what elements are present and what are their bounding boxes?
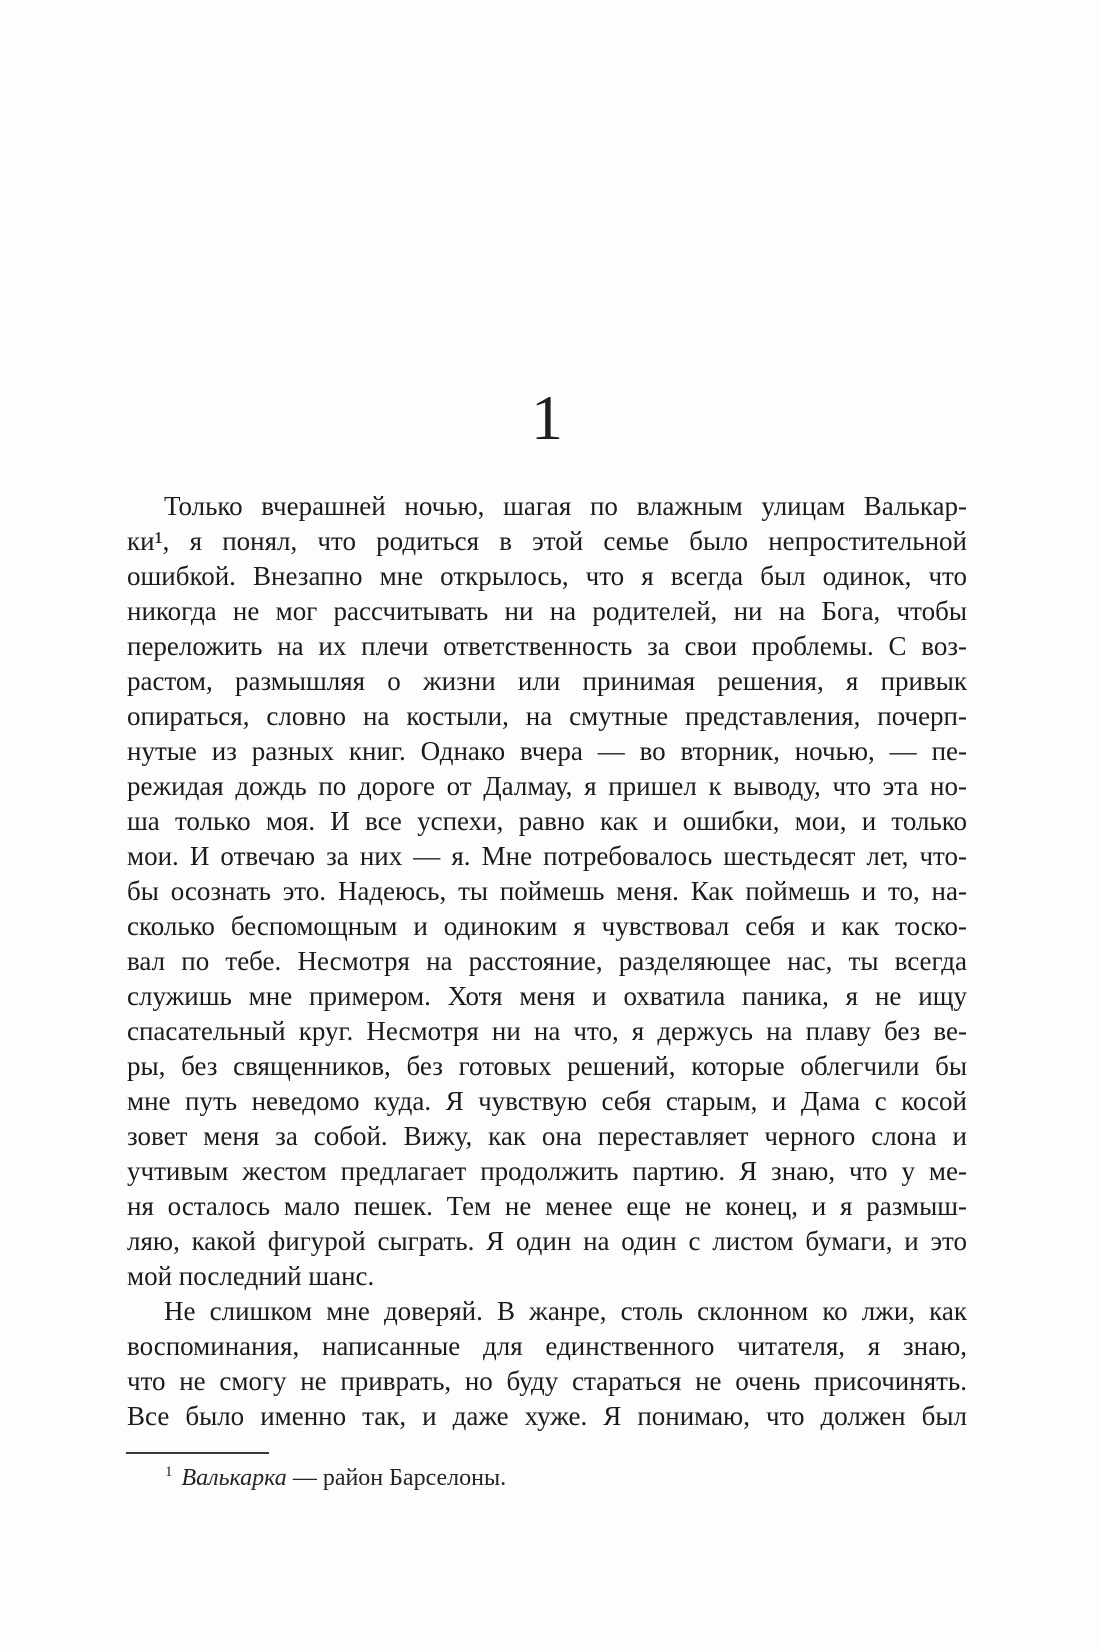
- text-line: зовет меня за собой. Вижу, как она переставляет черного слона и: [127, 1121, 967, 1151]
- text-line: растом, размышляя о жизни или принимая решения, я привык: [127, 666, 967, 696]
- footnote-divider: [126, 1452, 269, 1454]
- text-line: что не смогу не приврать, но буду стараться не очень присочинять.: [127, 1366, 967, 1396]
- text-line: Все было именно так, и даже хуже. Я понимаю, что должен был: [127, 1401, 967, 1431]
- text-line: Не слишком мне доверяй. В жанре, столь склонном ко лжи, как: [164, 1296, 967, 1326]
- text-line: мой последний шанс.: [127, 1261, 375, 1291]
- chapter-number: 1: [531, 382, 563, 453]
- text-line: ша только моя. И все успехи, равно как и ошибки, мои, и только: [127, 806, 967, 836]
- text-line: вал по тебе. Несмотря на расстояние, разделяющее нас, ты всегда: [127, 946, 967, 976]
- text-line: режидая дождь по дороге от Далмау, я пришел к выводу, что эта но-: [127, 771, 967, 801]
- footnote-text: — район Барселоны.: [286, 1465, 507, 1491]
- text-line: учтивым жестом предлагает продолжить партию. Я знаю, что у ме-: [127, 1156, 967, 1186]
- text-line: бы осознать это. Надеюсь, ты поймешь меня. Как поймешь и то, на-: [127, 876, 967, 906]
- text-line: мне путь неведомо куда. Я чувствую себя старым, и Дама с косой: [127, 1086, 967, 1116]
- text-line: воспоминания, написанные для единственного читателя, я знаю,: [127, 1331, 967, 1361]
- text-line: нутые из разных книг. Однако вчера — во вторник, ночью, — пе-: [127, 736, 967, 766]
- text-line: спасательный круг. Несмотря ни на что, я держусь на плаву без ве-: [127, 1016, 967, 1046]
- text-line: Только вчерашней ночью, шагая по влажным улицам Валькар-: [164, 491, 967, 521]
- text-line: ня осталось мало пешек. Тем не менее еще не конец, и я размыш-: [127, 1191, 967, 1221]
- text-line: ляю, какой фигурой сыграть. Я один на один с листом бумаги, и это: [127, 1226, 967, 1256]
- text-line: служишь мне примером. Хотя меня и охватила паника, я не ищу: [127, 981, 967, 1011]
- text-line: мои. И отвечаю за них — я. Мне потребовалось шестьдесят лет, что-: [127, 841, 967, 871]
- text-line: опираться, словно на костыли, на смутные представления, почерп-: [127, 701, 967, 731]
- footnote-marker: 1: [165, 1464, 173, 1480]
- footnote-term: Валькарка: [181, 1465, 287, 1491]
- text-line: ры, без священников, без готовых решений, которые облегчили бы: [127, 1051, 967, 1081]
- text-line: никогда не мог рассчитывать ни на родителей, ни на Бога, чтобы: [127, 596, 967, 626]
- text-block: [127, 489, 967, 1434]
- text-line: сколько беспомощным и одиноким я чувствовал себя и как тоско-: [127, 911, 967, 941]
- footnote: [127, 1463, 967, 1493]
- text-line: переложить на их плечи ответственность за свои проблемы. С воз-: [127, 631, 967, 661]
- text-line: ошибкой. Внезапно мне открылось, что я всегда был одинок, что: [127, 561, 967, 591]
- text-line: ки¹, я понял, что родиться в этой семье было непростительной: [127, 526, 967, 556]
